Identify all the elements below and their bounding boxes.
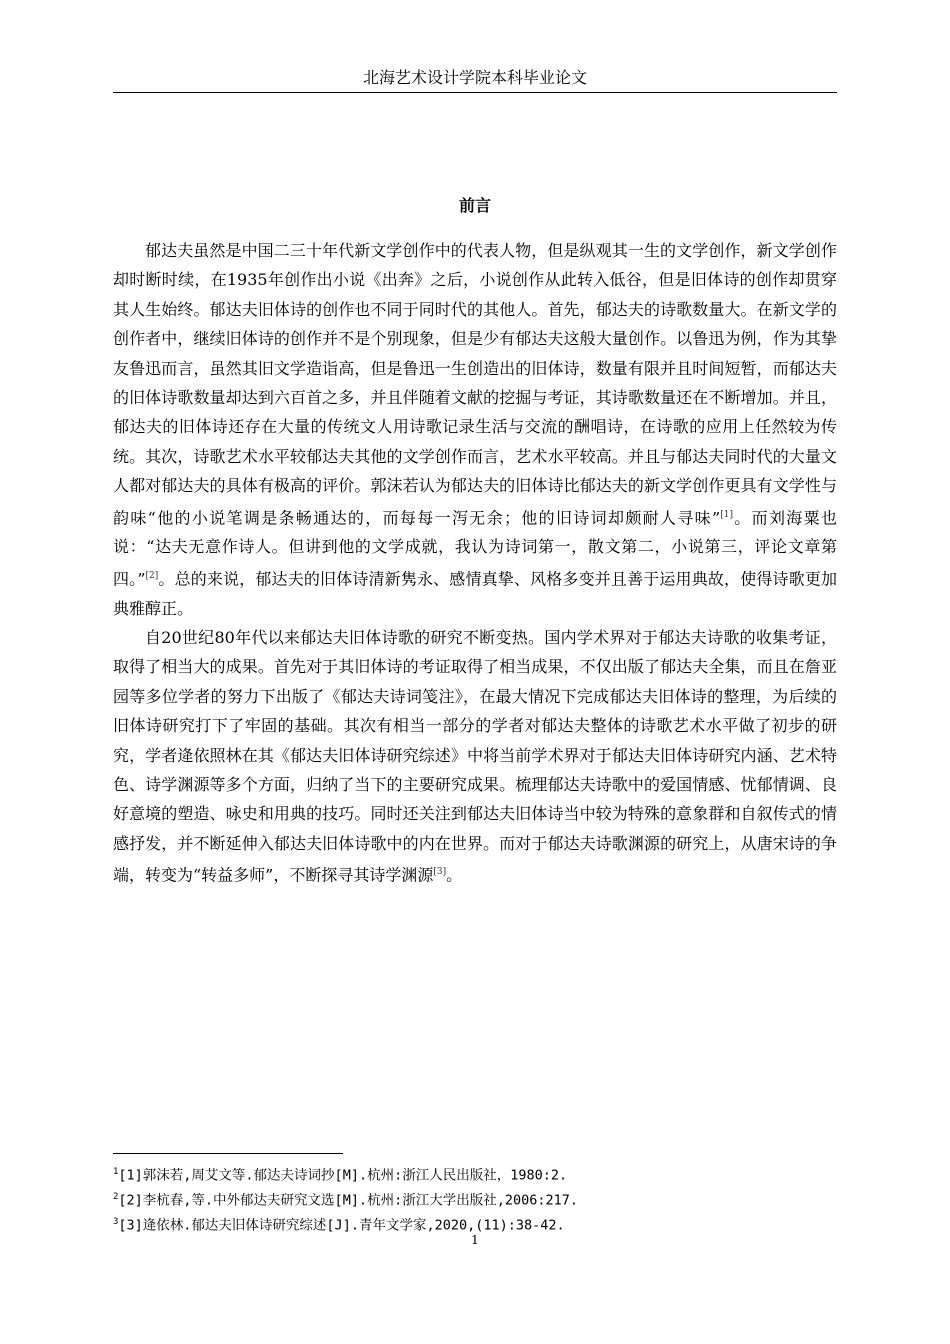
- paragraph-text: 自20世纪80年代以来郁达夫旧体诗歌的研究不断变热。国内学术界对于郁达夫诗歌的收集考证，取得了相当大的成果。首先对于其旧体诗的考证取得了相当成果，不仅出版了郁达夫全集，而且在詹亚园等多位学者的努力下出版了《郁达夫诗词笺注》，在最大情况下完成郁达夫旧体诗的整理，为后续的旧体诗研究打下了牢固的基础。其次有相当一部分的学者对郁达夫整体的诗歌艺术水平做了初步的研究，学者逄依照林在其《郁达夫旧体诗研究综述》中将当前学术界对于郁达夫旧体诗研究内涵、艺术特色、诗学渊源等多个方面，归纳了当下的主要研究成果。梳理郁达夫诗歌中的爱国情感、忧郁情调、良好意境的塑造、咏史和用典的技巧。同时还关注到郁达夫旧体诗当中较为特殊的意象群和自叙传式的情感抒发，并不断延伸入郁达夫旧体诗歌中的内在世界。而对于郁达夫诗歌渊源的研究上，从唐宋诗的争端，转变为“转益多师”，不断探寻其诗学渊源: [113, 627, 837, 885]
- footnote-text: [1]郭沫若,周艾文等.郁达夫诗词抄[M].杭州:浙江人民出版社，1980:2.: [118, 1167, 568, 1184]
- footnotes: [113, 1162, 837, 1237]
- section-title: 前言: [458, 196, 491, 215]
- citation-ref: [2]: [145, 570, 159, 581]
- page-header: 北海艺术设计学院本科毕业论文: [113, 66, 837, 93]
- footnote-mark: 3: [113, 1217, 119, 1227]
- page-number: 1: [471, 1233, 479, 1247]
- footnote-mark: 2: [113, 1192, 119, 1202]
- footnote-mark: 1: [113, 1167, 119, 1177]
- body-paragraph: [113, 236, 837, 623]
- citation-ref: [1]: [720, 509, 733, 520]
- body-paragraph: [113, 623, 837, 890]
- paragraph-text: 郁达夫虽然是中国二三十年代新文学创作中的代表人物，但是纵观其一生的文学创作，新文学创作却时断时续，在1935年创作出小说《出奔》之后，小说创作从此转入低谷，但是旧体诗的创作却贯穿其人生始终。郁达夫旧体诗的创作也不同于同时代的其他人。首先，郁达夫的诗歌数量大。在新文学的创作者中，继续旧体诗的创作并不是个别现象，但是少有郁达夫这般大量创作。以鲁迅为例，作为其挚友鲁迅而言，虽然其旧文学造诣高，但是鲁迅一生创造出的旧体诗，数量有限并且时间短暂，而郁达夫的旧体诗歌数量却达到六百首之多，并且伴随着文献的挖掘与考证，其诗歌数量还在不断增加。并且，郁达夫的旧体诗还存在大量的传统文人用诗歌记录生活与交流的酬唱诗，在诗歌的应用上任然较为传统。其次，诗歌艺术水平较郁达夫其他的文学创作而言，艺术水平较高。并且与郁达夫同时代的大量文人都对郁达夫的具体有极高的评价。郭沫若认为郁达夫的旧体诗比郁达夫的新文学创作更具有文学性与韵味“他的小说笔调是条畅通达的，而每每一泻无余；他的旧诗词却颇耐人寻味”: [113, 241, 837, 527]
- paragraph-text: 。而刘海粟也说：“达夫无意作诗人。但讲到他的文学成就，我认为诗词第一，散文第二，小说第三，评论文章第四。”: [113, 507, 837, 589]
- footnote-separator: [113, 1153, 343, 1154]
- paragraph-text: 。: [446, 865, 463, 885]
- footnote-item: [113, 1187, 837, 1212]
- footnote-item: [113, 1162, 837, 1187]
- body-text: [113, 236, 837, 890]
- footnote-text: [2]李杭春,等.中外郁达夫研究文选[M].杭州:浙江大学出版社,2006:217.: [118, 1192, 578, 1209]
- paragraph-text: 。总的来说，郁达夫的旧体诗清新隽永、感情真挚、风格多变并且善于运用典故，使得诗歌更加典雅醇正。: [113, 569, 837, 618]
- citation-ref: [3]: [433, 867, 447, 878]
- footnote-text: [3]逄依林.郁达夫旧体诗研究综述[J].青年文学家,2020,(11):38-42.: [118, 1217, 565, 1234]
